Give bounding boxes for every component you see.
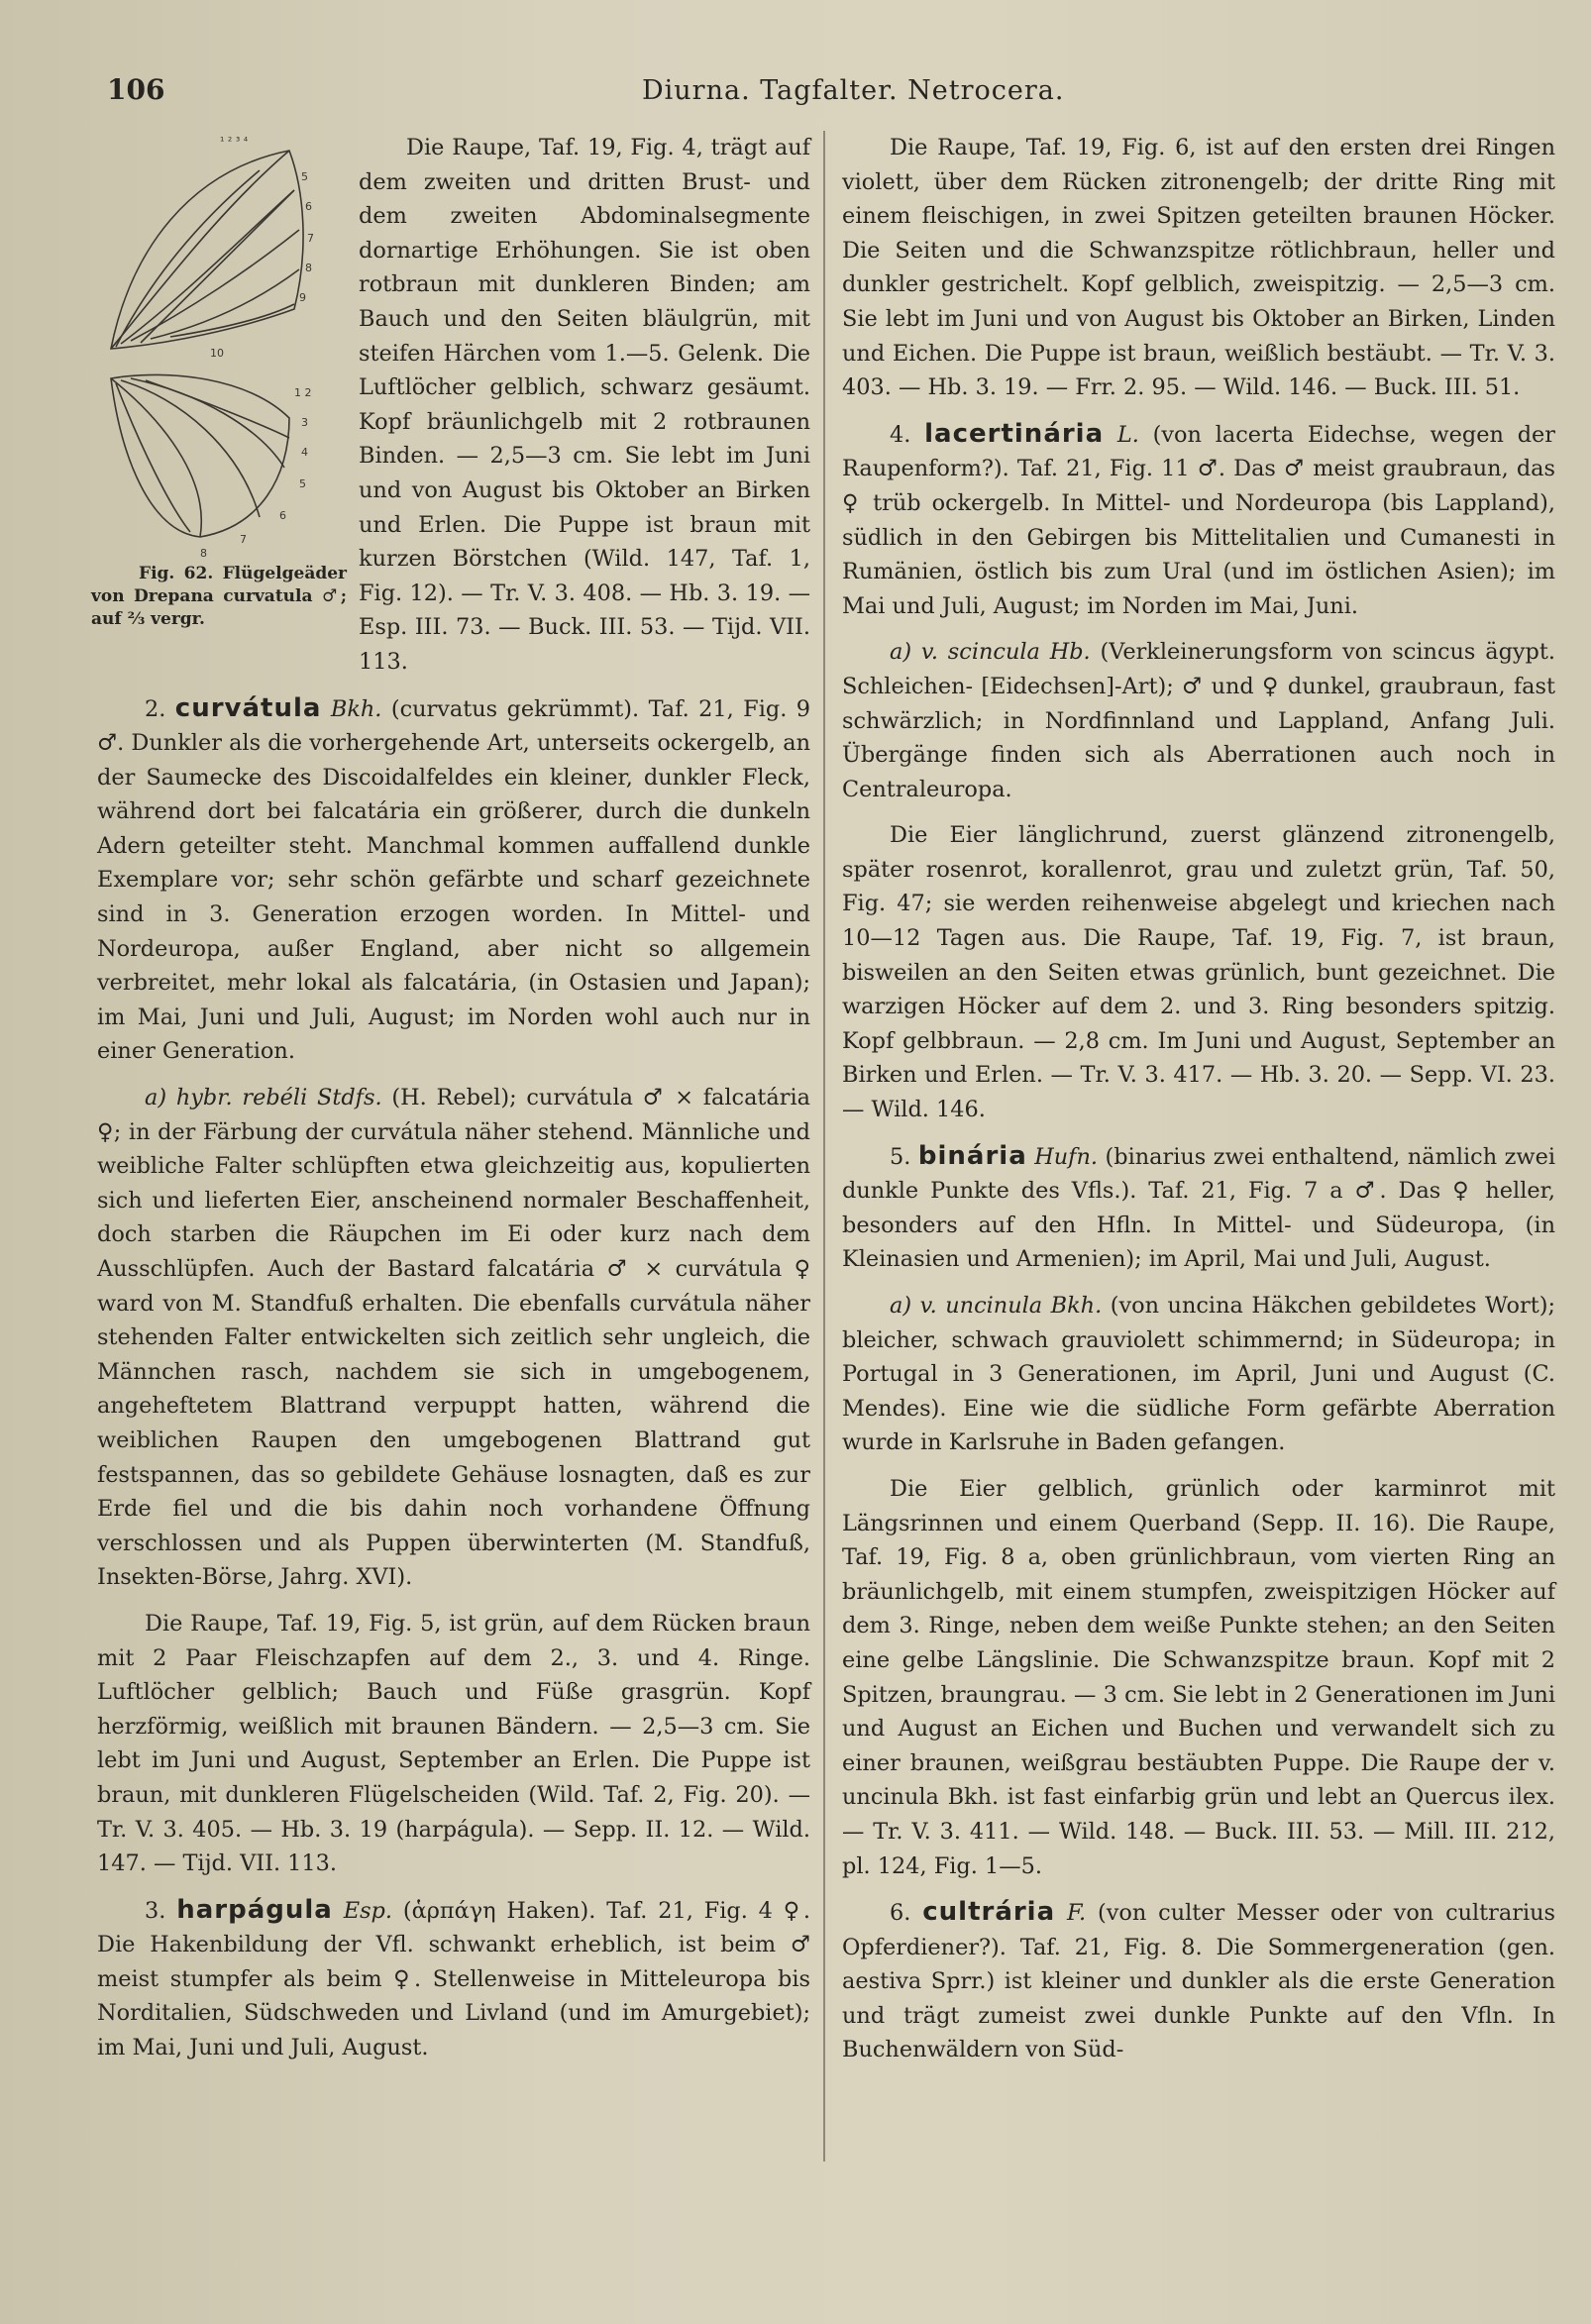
right-column bbox=[842, 131, 1555, 2079]
species-number: 4. bbox=[890, 421, 911, 448]
svg-text:¹ ² ³ ⁴: ¹ ² ³ ⁴ bbox=[220, 135, 249, 148]
svg-text:7: 7 bbox=[240, 533, 247, 546]
page-header bbox=[107, 67, 1553, 111]
species-name: curvátula bbox=[174, 692, 322, 723]
paragraph-raupe-harpagula: Die Raupe, Taf. 19, Fig. 6, ist auf den ersten drei Ringen violett, über dem Rücken zitronengelb; der dritte Ring mit einem fleischigen, in zwei Spitzen geteilten braunen Höcker. Die Seiten und die Schwanzspitze rötlichbraun, heller und dunkler gestrichelt. Kopf gelblich, zweispitzig. — 2,5—3 cm. Sie lebt im Juni und von August bis Oktober an Birken, Linden und Eichen. Die Puppe ist braun, weißlich bestäubt. — Tr. V. 3. 403. — Hb. 3. 19. — Frr. 2. 95. — Wild. 146. — Buck. III. 51. bbox=[842, 135, 1555, 401]
svg-text:5: 5 bbox=[299, 477, 306, 490]
svg-text:10: 10 bbox=[210, 347, 224, 360]
species-description: (von lacerta Eidechse, wegen der Raupenform?). Taf. 21, Fig. 11 ♂. Das ♂ meist graubraun, das ♀ trüb ockergelb. In Mittel- und Nordeuropa (bis Lappland), südlich in den Gebirgen bis Mittelitalien und Cumanesti in Rumänien, östlich bis zum Ural (und im östlichen Asien); im Mai und Juli, August; im Norden im Mai, Juni. bbox=[842, 421, 1555, 619]
species-author: Bkh. bbox=[330, 695, 382, 722]
svg-text:9: 9 bbox=[299, 291, 306, 304]
paragraph-raupe-falcataria bbox=[91, 131, 810, 680]
species-description: (curvatus gekrümmt). Taf. 21, Fig. 9 ♂. Dunkler als die vorhergehende Art, unterseits ockergelb, an der Saumecke des Discoidalfeldes ein kleiner, dunkler Fleck, während dort bei falcatária ein größerer, durch die dunkeln Adern geteilter steht. Manchmal kommen auffallend dunkle Exemplare vor; sehr schön gefärbte und scharf gezeichnete sind in 3. Generation erzogen worden. In Mittel- und Nordeuropa, außer England, aber nicht so allgemein verbreitet, mehr lokal als falcatária, (in Ostasien und Japan); im Mai, Juni und Juli, August; im Norden wohl auch nur in einer Generation. bbox=[97, 695, 810, 1065]
species-harpagula bbox=[97, 1893, 810, 2065]
species-number: 6. bbox=[890, 1900, 911, 1927]
species-description: (ἁρπάγη Haken). Taf. 21, Fig. 4 ♀. Die Hakenbildung der Vfl. schwankt erheblich, ist beim ♂ meist stumpfer als beim ♀. Stellenweise in Mitteleuropa bis Norditalien, Südschweden und Livland (und im Amurgebiet); im Mai, Juni und Juli, August. bbox=[97, 1897, 810, 2061]
species-name: binária bbox=[917, 1140, 1027, 1171]
species-name: cultrária bbox=[922, 1897, 1056, 1928]
raupe-falcataria-text: Die Raupe, Taf. 19, Fig. 4, trägt auf dem zweiten und dritten Brust- und dem zweiten Abdominalsegmente dornartige Erhöhungen. Sie ist oben rotbraun mit dunkleren Binden; am Bauch und den Seiten bläulgrün, mit steifen Härchen vom 1.—5. Gelenk. Die Luftlöcher gelblich, schwarz gesäumt. Kopf bräunlichgelb mit 2 rotbraunen Binden. — 2,5—3 cm. Sie lebt im Juni und von August bis Oktober an Birken und Erlen. Die Puppe ist braun mit kurzen Börstchen (Wild. 147, Taf. 1, Fig. 12). — Tr. V. 3. 408. — Hb. 3. 19. — Esp. III. 73. — Buck. III. 53. — Tijd. VII. 113. bbox=[359, 135, 810, 675]
variety-name: a) v. uncinula Bkh. bbox=[890, 1293, 1103, 1319]
species-author: Esp. bbox=[343, 1897, 393, 1924]
wing-venation-figure bbox=[91, 131, 347, 656]
svg-text:4: 4 bbox=[301, 446, 308, 459]
hybrid-rebeli bbox=[97, 1081, 810, 1595]
species-cultraria bbox=[842, 1895, 1555, 2067]
paragraph-raupe-curvatula: Die Raupe, Taf. 19, Fig. 5, ist grün, auf dem Rücken braun mit 2 Paar Fleischzapfen auf dem 2., 3. und 4. Ringe. Luftlöcher gelblich; Bauch und Füße grasgrün. Kopf herzförmig, weißlich mit braunen Bändern. — 2,5—3 cm. Sie lebt im Juni und August, September an Erlen. Die Puppe ist braun, mit dunkleren Flügelscheiden (Wild. Taf. 2, Fig. 20). — Tr. V. 3. 405. — Hb. 3. 19 (harpágula). — Sepp. II. 12. — Wild. 147. — Tijd. VII. 113. bbox=[97, 1610, 810, 1877]
svg-text:6: 6 bbox=[305, 200, 312, 213]
species-lacertinaria bbox=[842, 417, 1555, 624]
page-number: 106 bbox=[107, 73, 165, 106]
variety-description: (von uncina Häkchen gebildetes Wort); bleicher, schwach grauviolett schimmernd; in Südeuropa; in Portugal in 3 Generationen, im April, Juni und August (C. Mendes). Eine wie die südliche Form gefärbte Aberration wurde in Karlsruhe in Baden gefangen. bbox=[842, 1293, 1555, 1456]
running-head: Diurna. Tagfalter. Netrocera. bbox=[642, 75, 1065, 106]
svg-text:1 2: 1 2 bbox=[294, 386, 312, 399]
variety-uncinula bbox=[842, 1289, 1555, 1460]
svg-text:6: 6 bbox=[279, 509, 286, 522]
hybrid-name: a) hybr. rebéli Stdfs. bbox=[145, 1085, 382, 1111]
species-description: (binarius zwei enthaltend, nämlich zwei dunkle Punkte des Vfls.). Taf. 21, Fig. 7 a ♂. Das ♀ heller, besonders auf den Hfln. In Mittel- und Südeuropa, (in Kleinasien und Armenien); im April, Mai und Juli, August. bbox=[842, 1143, 1556, 1273]
species-name: harpágula bbox=[176, 1894, 333, 1925]
species-binaria bbox=[842, 1139, 1555, 1277]
variety-name: a) v. scincula Hb. bbox=[890, 639, 1091, 666]
paragraph-eier-binaria: Die Eier gelblich, grünlich oder karminrot mit Längsrinnen und einem Querband (Sepp. II. 16). Die Raupe, Taf. 19, Fig. 8 a, oben grünlichbraun, vom vierten Ring an bräunlichgelb, mit einem stumpfen, zweispitzigen Höcker auf dem 3. Ringe, neben dem weiße Punkte stehen; an den Seiten eine gelbe Längslinie. Die Schwanzspitze braun. Kopf mit 2 Spitzen, braungrau. — 3 cm. Sie lebt in 2 Generationen im Juni und August an Eichen und Buchen und verwandelt sich zu einer braunen, weißgrau bestäubten Puppe. Die Raupe der v. uncinula Bkh. ist fast einfarbig grün und lebt an Quercus ilex. — Tr. V. 3. 411. — Wild. 148. — Buck. III. 53. — Mill. III. 212, pl. 124, Fig. 1—5. bbox=[842, 1475, 1555, 1879]
species-number: 5. bbox=[890, 1143, 911, 1170]
svg-text:7: 7 bbox=[307, 232, 314, 245]
species-number: 3. bbox=[145, 1897, 166, 1924]
species-number: 2. bbox=[145, 695, 166, 722]
species-description: (von culter Messer oder von cultrarius Opferdiener?). Taf. 21, Fig. 8. Die Sommergeneration (gen. aestiva Sprr.) ist kleiner und dunkler als die erste Generation und trägt zumeist zwei dunkle Punkte auf den Vfln. In Buchenwäldern von Süd- bbox=[842, 1900, 1556, 2063]
species-curvatula bbox=[97, 691, 810, 1070]
species-author: L. bbox=[1116, 421, 1139, 448]
variety-description: (Verkleinerungsform von scincus ägypt. Schleichen- [Eidechsen]-Art); ♂ und ♀ dunkel, graubraun, fast schwärzlich; in Nordfinnland und Lappland, Anfang Juli. Übergänge finden sich als Aberrationen auch noch in Centraleuropa. bbox=[842, 639, 1555, 802]
hybrid-description: (H. Rebel); curvátula ♂ × falcatária ♀; in der Färbung der curvátula näher stehend. Männliche und weibliche Falter schlüpften etwa gleichzeitig aus, kopulierten sich und lieferten Eier, anscheinend normaler Beschaffenheit, doch starben die Räupchen im Ei oder kurz nach dem Ausschlüpfen. Auch der Bastard falcatária ♂ × curvátula ♀ ward von M. Standfuß erhalten. Die ebenfalls curvátula näher stehenden Falter entwickelten sich zeitlich sehr ungleich, die Männchen rasch, nachdem sie sich in umgebogenem, angeheftetem Blattrand verpuppt hatten, während die weiblichen Raupen den umgebogenen Blattrand gut festspannen, das so gebildete Gehäuse losnagten, daß es zur Erde fiel und die bis dahin noch vorhandene Öffnung verschlossen und als Puppen überwinterten (M. Standfuß, Insekten-Börse, Jahrg. XVI). bbox=[97, 1085, 810, 1591]
species-name: lacertinária bbox=[924, 418, 1105, 449]
figure-caption: Fig. 62. Flügelgeäder von Drepana curvatula ♂; auf ⅔ vergr. bbox=[91, 564, 347, 629]
species-author: F. bbox=[1067, 1900, 1087, 1927]
wing-venation-drawing bbox=[91, 131, 347, 577]
paragraph-eier-lacertinaria: Die Eier länglichrund, zuerst glänzend zitronengelb, später rosenrot, korallenrot, grau und zuletzt grün, Taf. 50, Fig. 47; sie werden reihenweise abgelegt und kriechen nach 10—12 Tagen aus. Die Raupe, Taf. 19, Fig. 7, ist braun, bisweilen an den Seiten etwas grünlich, bunt gezeichnet. Die warzigen Höcker auf dem 2. und 3. Ring besonders spitzig. Kopf gelbbraun. — 2,8 cm. Im Juni und August, September an Birken und Erlen. — Tr. V. 3. 417. — Hb. 3. 20. — Sepp. VI. 23. — Wild. 146. bbox=[842, 822, 1555, 1123]
variety-scincula bbox=[842, 635, 1555, 806]
left-column bbox=[91, 131, 810, 2077]
svg-text:8: 8 bbox=[200, 547, 207, 560]
svg-text:3: 3 bbox=[301, 416, 308, 429]
svg-text:8: 8 bbox=[305, 262, 312, 274]
species-author: Hufn. bbox=[1034, 1143, 1099, 1170]
column-divider bbox=[823, 131, 825, 2162]
svg-text:5: 5 bbox=[301, 170, 308, 183]
